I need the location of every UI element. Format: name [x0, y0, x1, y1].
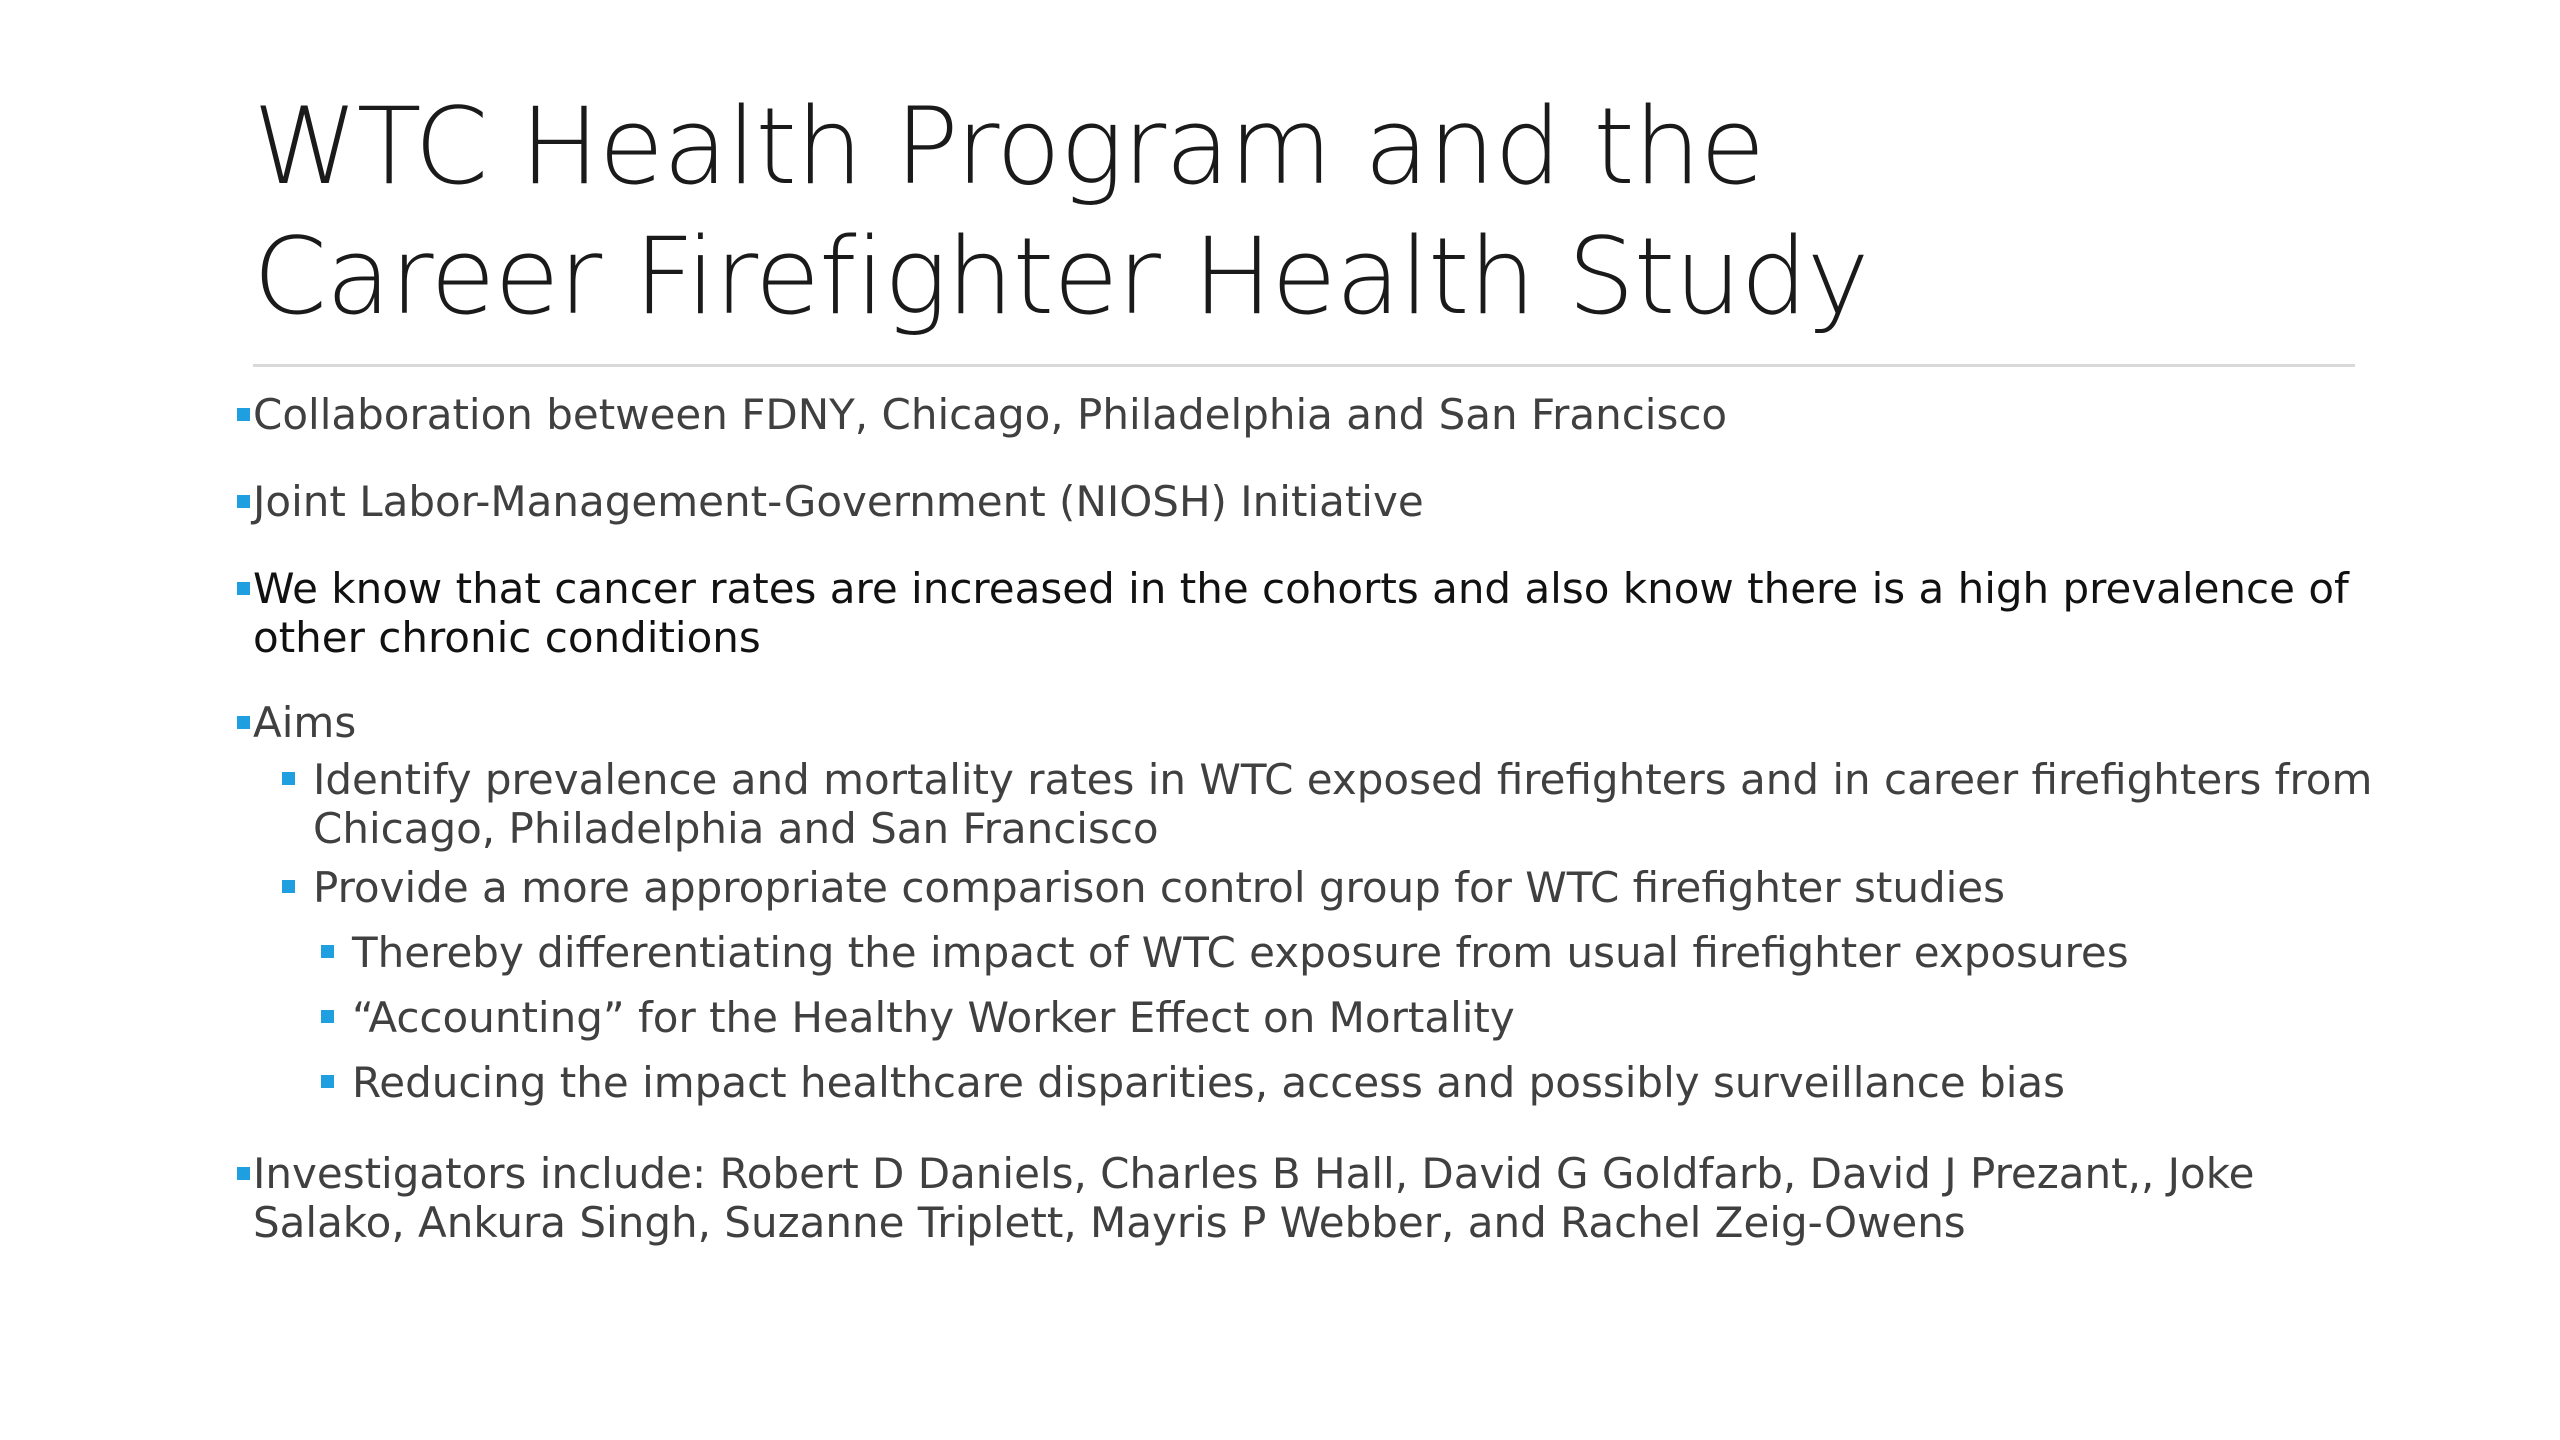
bullet-collaboration: [230, 390, 2380, 439]
bullet-text: Investigators include: Robert D Daniels, Charles B Hall, David G Goldfarb, David J Prezant,, Joke Salako, Ankura Singh, Suzanne Triplett, Mayris P Webber, and Rachel Zeig-Owens: [253, 1149, 2255, 1247]
bullet-text: Provide a more appropriate comparison control group for WTC firefighter studies: [313, 863, 2005, 912]
slide-title: [253, 82, 2353, 342]
bullet-aims: [230, 698, 2380, 747]
square-bullet-icon: [321, 945, 334, 958]
aims-sub-item: [230, 993, 2380, 1042]
bullet-text: Collaboration between FDNY, Chicago, Philadelphia and San Francisco: [253, 390, 1728, 439]
square-bullet-icon: [237, 582, 250, 595]
square-bullet-icon: [237, 1167, 250, 1180]
bullet-text: Reducing the impact healthcare disparities, access and possibly surveillance bias: [352, 1058, 2066, 1107]
bullet-investigators: [230, 1149, 2380, 1247]
bullet-text: “Accounting” for the Healthy Worker Effect on Mortality: [352, 993, 1515, 1042]
bullet-text: Thereby differentiating the impact of WTC exposure from usual firefighter exposures: [352, 928, 2129, 977]
square-bullet-icon: [321, 1075, 334, 1088]
slide-title-line-2: Career Firefighter Health Study: [253, 215, 1869, 338]
aims-item: [230, 863, 2380, 912]
slide-title-line-1: WTC Health Program and the: [253, 85, 1765, 208]
square-bullet-icon: [321, 1010, 334, 1023]
square-bullet-icon: [282, 772, 295, 785]
bullet-joint-initiative: [230, 477, 2380, 526]
square-bullet-icon: [237, 408, 250, 421]
square-bullet-icon: [237, 495, 250, 508]
bullet-text: We know that cancer rates are increased in the cohorts and also know there is a high prevalence of other chronic conditions: [253, 564, 2349, 662]
bullet-text: Identify prevalence and mortality rates in WTC exposed firefighters and in career firefighters from Chicago, Philadelphia and San Francisco: [313, 755, 2373, 853]
aims-item: [230, 755, 2380, 853]
aims-sub-item: [230, 928, 2380, 977]
slide-body: [230, 390, 2380, 1247]
aims-sub-item: [230, 1058, 2380, 1107]
bullet-text: Joint Labor-Management-Government (NIOSH) Initiative: [253, 477, 1424, 526]
title-divider: [253, 364, 2355, 367]
square-bullet-icon: [237, 716, 250, 729]
square-bullet-icon: [282, 880, 295, 893]
bullet-cancer-rates: [230, 564, 2380, 662]
bullet-text: Aims: [253, 698, 357, 747]
